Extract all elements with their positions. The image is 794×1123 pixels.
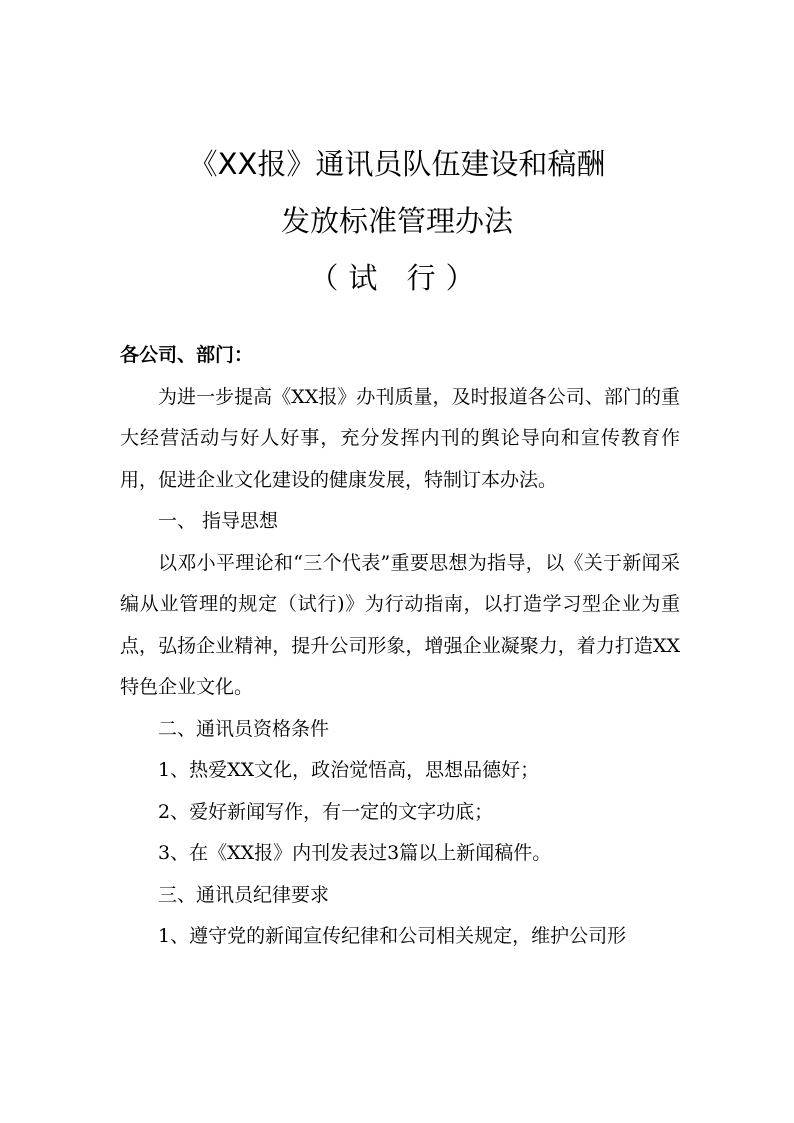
title-line-3: （试 行） [309,261,485,295]
section-1-heading: 一、 指导思想 [158,510,279,532]
intro-paragraph: 为进一步提高《XX报》办刊质量，及时报道各公司、部门的重大经营活动与好人好事，充分发挥内刊的舆论导向和宣传教育作用，促进企业文化建设的健康发展，特制订本办法。 [120,385,680,491]
section-2-item-2: 2、爱好新闻写作，有一定的文字功底； [158,800,494,823]
section-2-item-1: 1、热爱XX文化，政治觉悟高，思想品德好； [158,759,540,781]
section-2-item-3: 3、在《XX报》内刊发表过3篇以上新闻稿件。 [158,842,552,864]
title-line-2: 发放标准管理办法 [280,204,513,238]
salutation: 各公司、部门： [120,344,254,366]
section-2-heading: 二、通讯员资格条件 [158,717,330,740]
section-3-heading: 三、通讯员纪律要求 [158,883,330,906]
document-title [0,136,794,307]
section-3-item-1: 1、遵守党的新闻宣传纪律和公司相关规定，维护公司形 [158,925,627,947]
document-body [120,335,680,958]
title-line-1: 《XX报》通讯员队伍建设和稿酬 [188,147,606,181]
section-1-text: 以邓小平理论和“三个代表”重要思想为指导，以《关于新闻采编从业管理的规定（试行)》为行动指南，以打造学习型企业为重点，弘扬企业精神，提升公司形象，增强企业凝聚力，着力打造XX特色企业文化。 [120,551,680,698]
